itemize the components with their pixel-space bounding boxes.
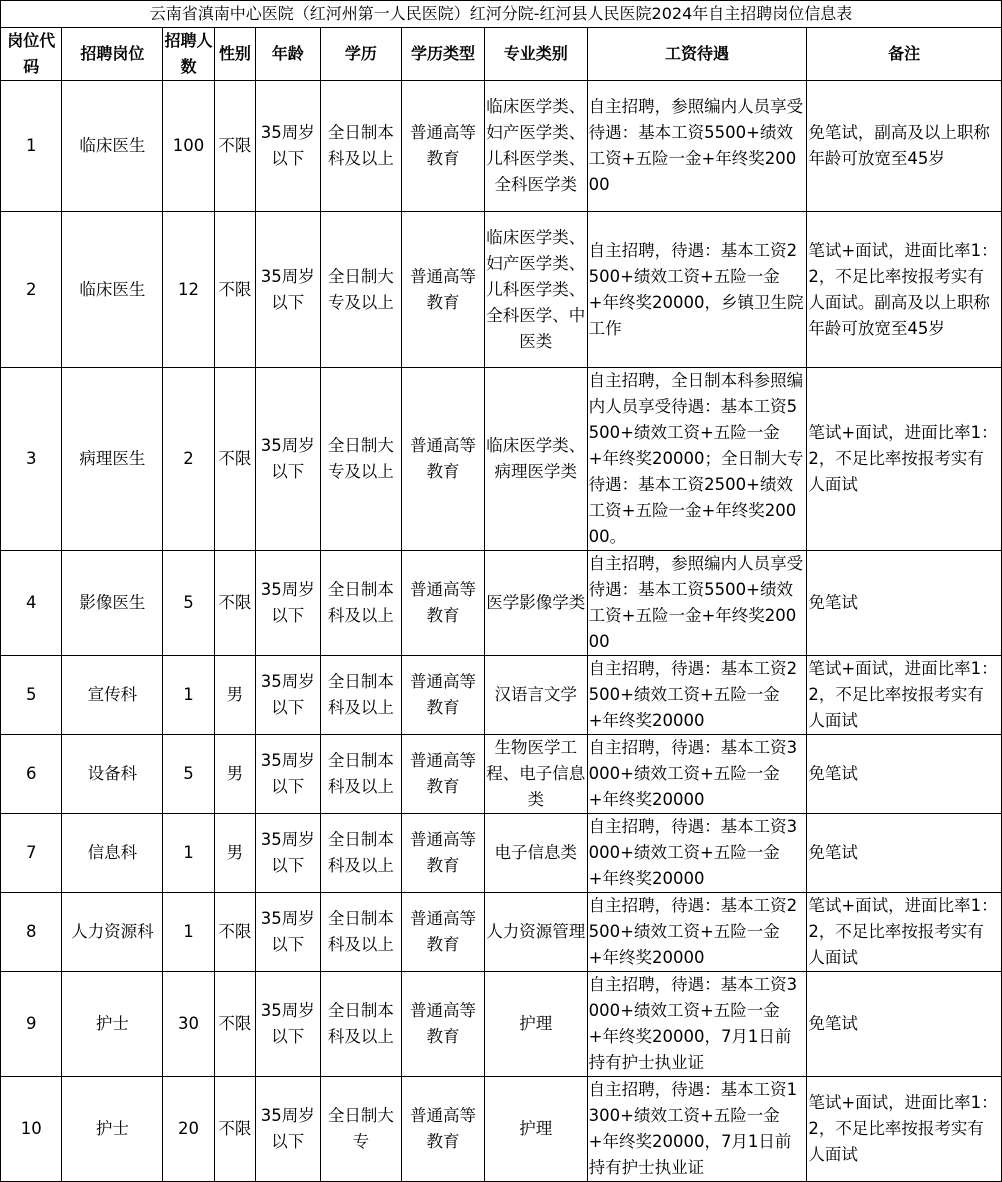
table-row (1, 735, 1002, 814)
cell-education: 全日制本科及以上 (320, 893, 402, 972)
table-row (1, 1077, 1002, 1182)
cell-position: 信息科 (62, 814, 163, 893)
table-row (1, 656, 1002, 735)
header-education: 学历 (320, 28, 402, 81)
cell-gender: 不限 (214, 1077, 255, 1182)
cell-gender: 不限 (214, 551, 255, 656)
cell-remarks: 笔试+面试，进面比率1：2，不足比率按报考实有人面试 (807, 656, 1002, 735)
cell-salary: 自主招聘，待遇：基本工资2500+绩效工资+五险一金+年终奖20000 (587, 656, 807, 735)
cell-age: 35周岁以下 (256, 814, 321, 893)
cell-count: 2 (163, 368, 214, 551)
cell-position: 临床医生 (62, 212, 163, 368)
header-count: 招聘人数 (163, 28, 214, 81)
cell-gender: 男 (214, 814, 255, 893)
cell-salary: 自主招聘，待遇：基本工资3000+绩效工资+五险一金+年终奖20000 (587, 814, 807, 893)
cell-remarks: 笔试+面试，进面比率1：2，不足比率按报考实有人面试 (807, 893, 1002, 972)
table-row (1, 551, 1002, 656)
cell-count: 1 (163, 656, 214, 735)
cell-count: 30 (163, 972, 214, 1077)
cell-education: 全日制本科及以上 (320, 81, 402, 212)
cell-code: 8 (1, 893, 62, 972)
cell-code: 10 (1, 1077, 62, 1182)
cell-age: 35周岁以下 (256, 81, 321, 212)
cell-position: 病理医生 (62, 368, 163, 551)
cell-edu-type: 普通高等教育 (402, 368, 485, 551)
cell-gender: 不限 (214, 972, 255, 1077)
header-major: 专业类别 (484, 28, 587, 81)
table-row (1, 212, 1002, 368)
cell-edu-type: 普通高等教育 (402, 656, 485, 735)
cell-education: 全日制大专 (320, 1077, 402, 1182)
cell-education: 全日制大专及以上 (320, 212, 402, 368)
cell-major: 生物医学工程、电子信息类 (484, 735, 587, 814)
cell-remarks: 免笔试 (807, 551, 1002, 656)
cell-position: 影像医生 (62, 551, 163, 656)
cell-education: 全日制本科及以上 (320, 551, 402, 656)
cell-remarks: 免笔试，副高及以上职称年龄可放宽至45岁 (807, 81, 1002, 212)
cell-major: 临床医学类、妇产医学类、儿科医学类、全科医学类 (484, 81, 587, 212)
cell-gender: 男 (214, 656, 255, 735)
cell-edu-type: 普通高等教育 (402, 81, 485, 212)
cell-count: 12 (163, 212, 214, 368)
table-row (1, 368, 1002, 551)
cell-salary: 自主招聘，待遇：基本工资3000+绩效工资+五险一金+年终奖20000，7月1日前持有护士执业证 (587, 972, 807, 1077)
cell-edu-type: 普通高等教育 (402, 972, 485, 1077)
cell-education: 全日制本科及以上 (320, 656, 402, 735)
cell-major: 医学影像学类 (484, 551, 587, 656)
cell-code: 6 (1, 735, 62, 814)
cell-age: 35周岁以下 (256, 1077, 321, 1182)
cell-salary: 自主招聘，待遇：基本工资3000+绩效工资+五险一金+年终奖20000 (587, 735, 807, 814)
cell-major: 临床医学类、妇产医学类、儿科医学类、全科医学、中医类 (484, 212, 587, 368)
cell-age: 35周岁以下 (256, 735, 321, 814)
cell-education: 全日制本科及以上 (320, 814, 402, 893)
cell-code: 4 (1, 551, 62, 656)
cell-code: 2 (1, 212, 62, 368)
cell-age: 35周岁以下 (256, 551, 321, 656)
header-code: 岗位代码 (1, 28, 62, 81)
cell-edu-type: 普通高等教育 (402, 893, 485, 972)
cell-code: 5 (1, 656, 62, 735)
cell-age: 35周岁以下 (256, 656, 321, 735)
cell-age: 35周岁以下 (256, 212, 321, 368)
cell-position: 设备科 (62, 735, 163, 814)
cell-gender: 男 (214, 735, 255, 814)
cell-count: 1 (163, 893, 214, 972)
cell-count: 5 (163, 551, 214, 656)
cell-education: 全日制本科及以上 (320, 735, 402, 814)
cell-count: 100 (163, 81, 214, 212)
cell-position: 护士 (62, 1077, 163, 1182)
cell-salary: 自主招聘，全日制本科参照编内人员享受待遇：基本工资5500+绩效工资+五险一金+年终奖20000；全日制大专待遇：基本工资2500+绩效工资+五险一金+年终奖20000。 (587, 368, 807, 551)
cell-gender: 不限 (214, 212, 255, 368)
cell-position: 临床医生 (62, 81, 163, 212)
cell-code: 3 (1, 368, 62, 551)
cell-education: 全日制大专及以上 (320, 368, 402, 551)
cell-salary: 自主招聘，参照编内人员享受待遇：基本工资5500+绩效工资+五险一金+年终奖20000 (587, 81, 807, 212)
cell-code: 7 (1, 814, 62, 893)
header-gender: 性别 (214, 28, 255, 81)
table-row (1, 814, 1002, 893)
header-salary: 工资待遇 (587, 28, 807, 81)
cell-age: 35周岁以下 (256, 368, 321, 551)
cell-remarks: 笔试+面试，进面比率1：2，不足比率按报考实有人面试 (807, 1077, 1002, 1182)
cell-major: 汉语言文学 (484, 656, 587, 735)
cell-age: 35周岁以下 (256, 893, 321, 972)
cell-count: 1 (163, 814, 214, 893)
cell-salary: 自主招聘，待遇：基本工资2500+绩效工资+五险一金+年终奖20000，乡镇卫生院工作 (587, 212, 807, 368)
cell-gender: 不限 (214, 81, 255, 212)
cell-edu-type: 普通高等教育 (402, 1077, 485, 1182)
cell-salary: 自主招聘，待遇：基本工资2500+绩效工资+五险一金+年终奖20000 (587, 893, 807, 972)
cell-position: 人力资源科 (62, 893, 163, 972)
cell-position: 护士 (62, 972, 163, 1077)
cell-edu-type: 普通高等教育 (402, 814, 485, 893)
cell-remarks: 笔试+面试，进面比率1：2，不足比率按报考实有人面试。副高及以上职称年龄可放宽至45岁 (807, 212, 1002, 368)
cell-major: 电子信息类 (484, 814, 587, 893)
cell-major: 护理 (484, 1077, 587, 1182)
cell-edu-type: 普通高等教育 (402, 735, 485, 814)
cell-salary: 自主招聘，参照编内人员享受待遇：基本工资5500+绩效工资+五险一金+年终奖20000 (587, 551, 807, 656)
cell-count: 20 (163, 1077, 214, 1182)
cell-remarks: 免笔试 (807, 972, 1002, 1077)
cell-remarks: 免笔试 (807, 735, 1002, 814)
cell-count: 5 (163, 735, 214, 814)
cell-gender: 不限 (214, 893, 255, 972)
cell-remarks: 笔试+面试，进面比率1：2，不足比率按报考实有人面试 (807, 368, 1002, 551)
cell-gender: 不限 (214, 368, 255, 551)
cell-age: 35周岁以下 (256, 972, 321, 1077)
table-row (1, 972, 1002, 1077)
cell-remarks: 免笔试 (807, 814, 1002, 893)
cell-major: 临床医学类、病理医学类 (484, 368, 587, 551)
table-body (1, 81, 1002, 1182)
cell-code: 1 (1, 81, 62, 212)
header-edu-type: 学历类型 (402, 28, 485, 81)
cell-major: 人力资源管理 (484, 893, 587, 972)
cell-position: 宣传科 (62, 656, 163, 735)
table-row (1, 893, 1002, 972)
cell-major: 护理 (484, 972, 587, 1077)
cell-education: 全日制本科及以上 (320, 972, 402, 1077)
header-age: 年龄 (256, 28, 321, 81)
header-row (1, 28, 1002, 81)
title-row (1, 1, 1002, 28)
header-remarks: 备注 (807, 28, 1002, 81)
cell-edu-type: 普通高等教育 (402, 551, 485, 656)
header-position: 招聘岗位 (62, 28, 163, 81)
cell-edu-type: 普通高等教育 (402, 212, 485, 368)
table-row (1, 81, 1002, 212)
cell-code: 9 (1, 972, 62, 1077)
cell-salary: 自主招聘，待遇：基本工资1300+绩效工资+五险一金+年终奖20000，7月1日前持有护士执业证 (587, 1077, 807, 1182)
table-title: 云南省滇南中心医院（红河州第一人民医院）红河分院-红河县人民医院2024年自主招聘岗位信息表 (1, 1, 1002, 28)
